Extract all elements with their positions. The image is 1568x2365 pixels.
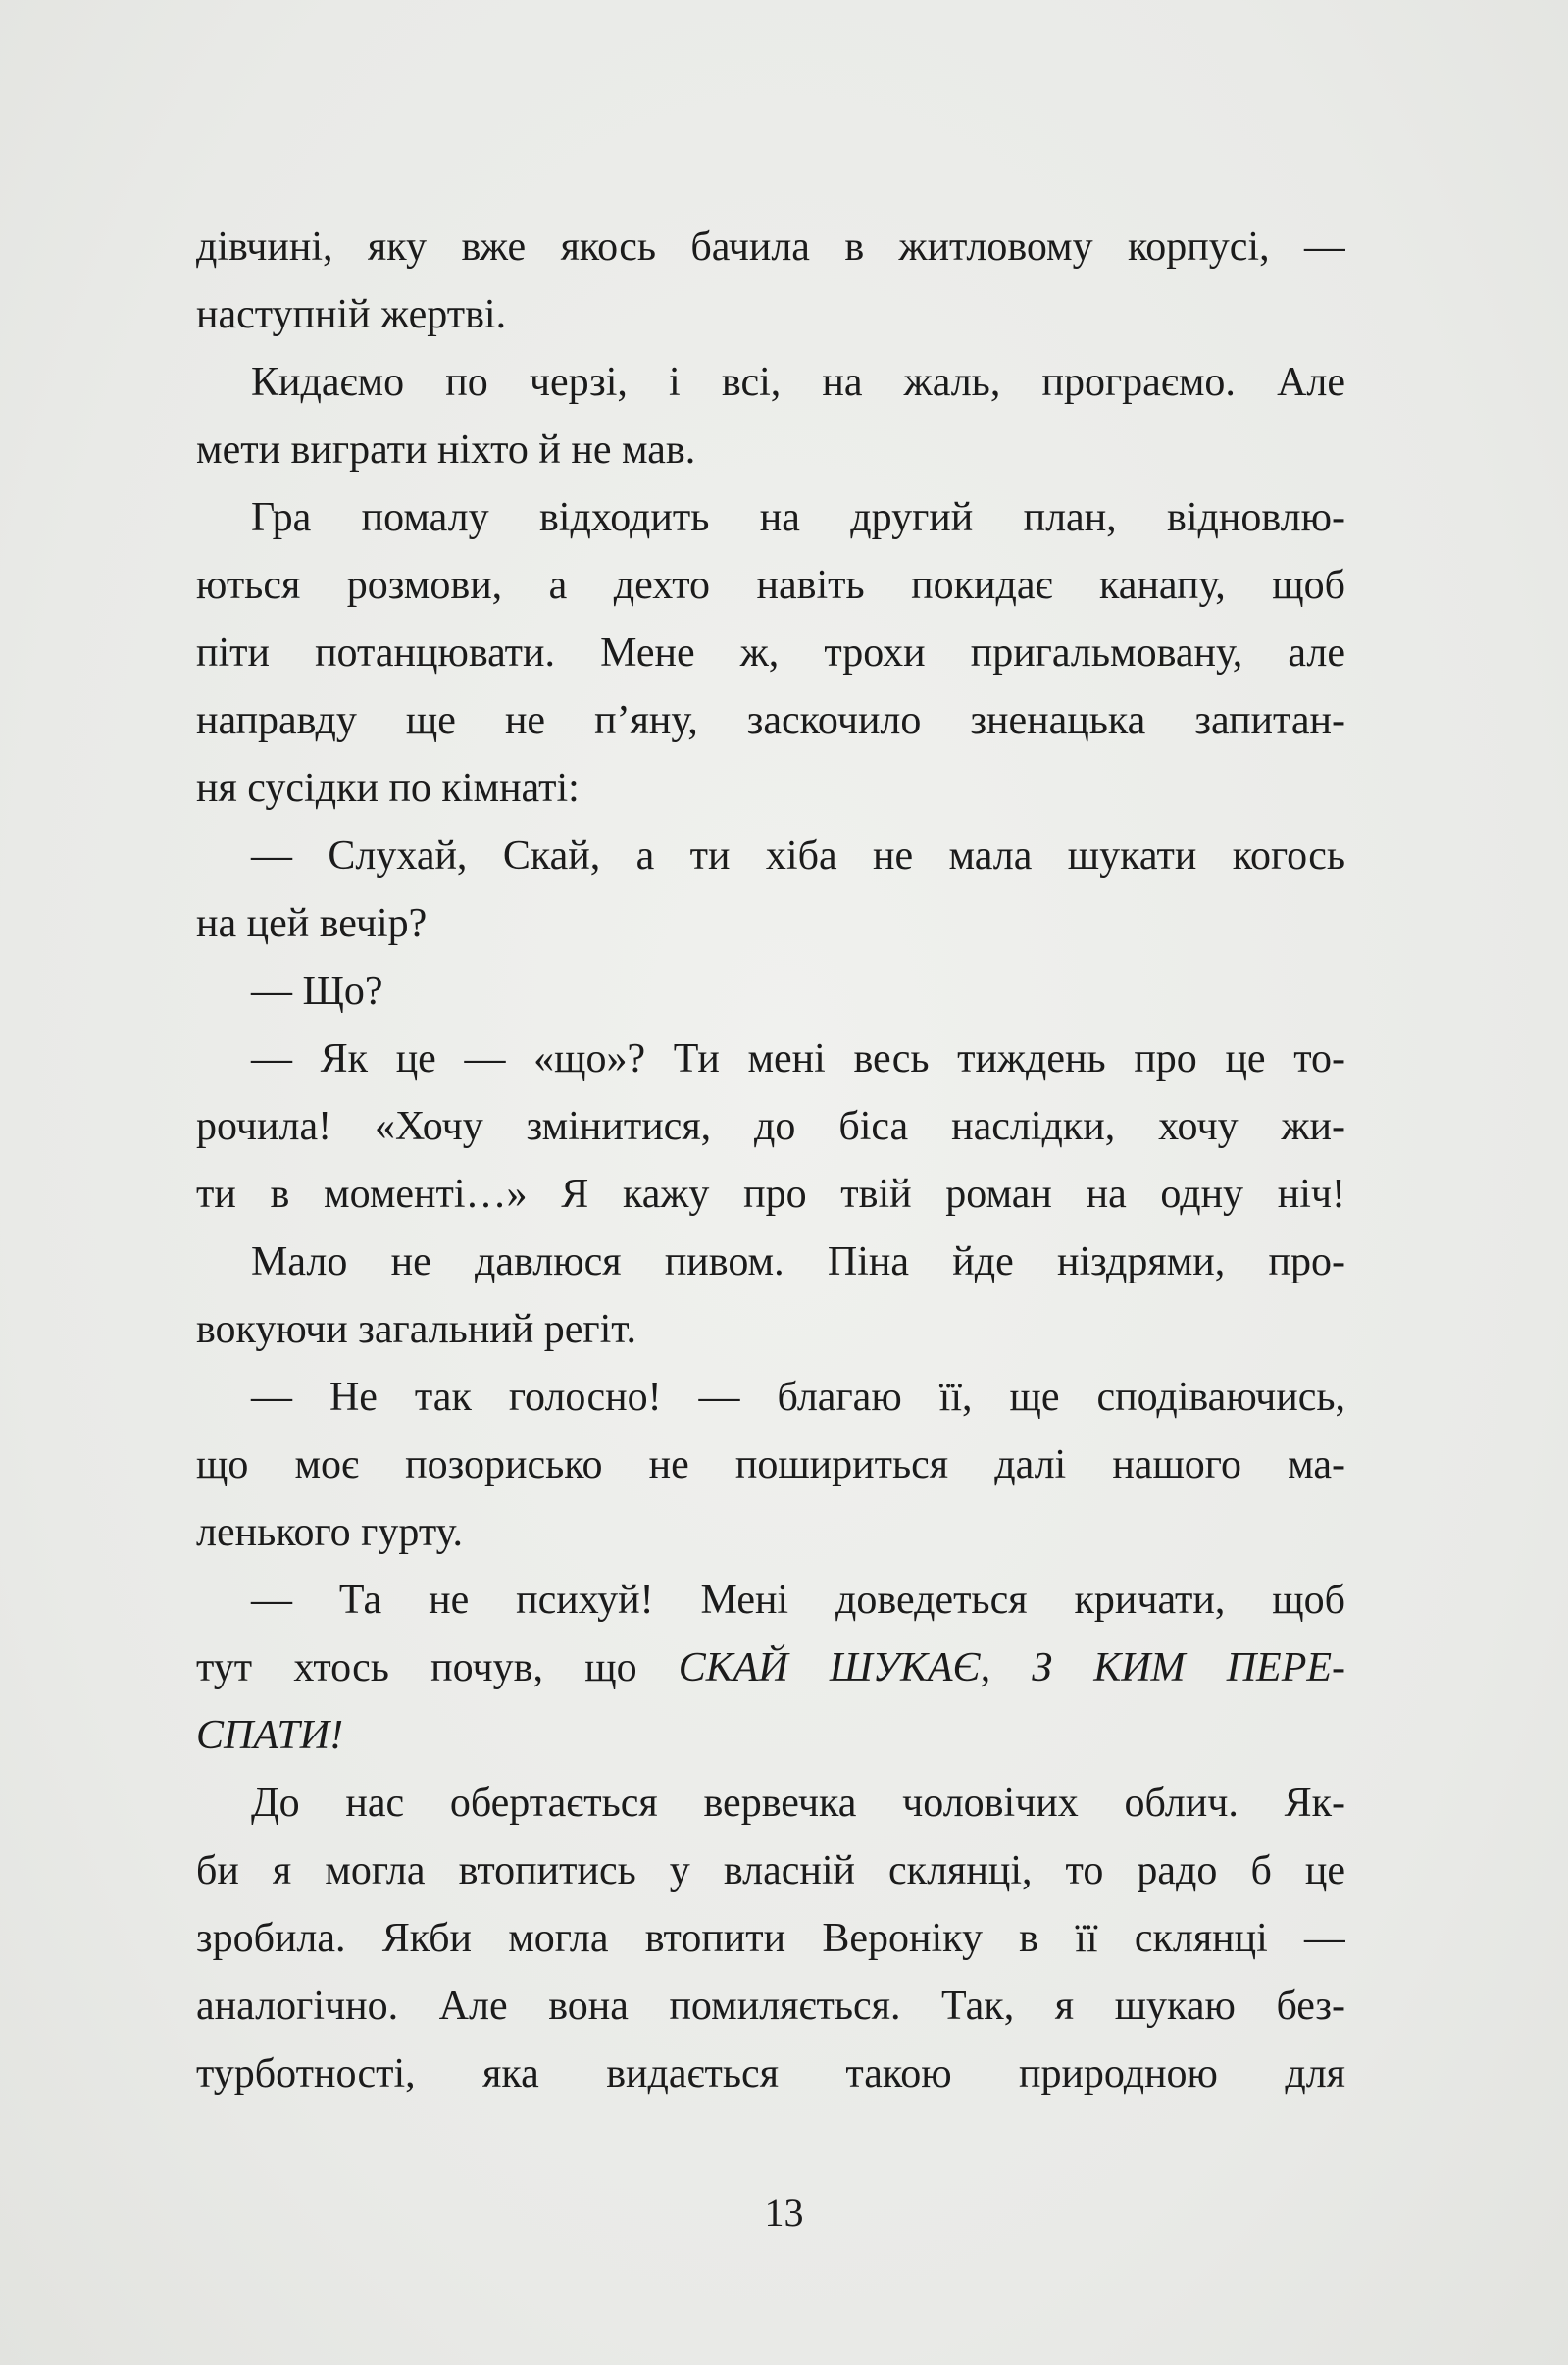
text-line <box>196 620 1345 687</box>
text-line <box>196 687 1345 755</box>
line-text: тут хтось почув, що <box>196 1645 679 1690</box>
line-text: дівчині, яку вже якось бачила в житловому корпусі, — <box>196 225 1345 270</box>
line-text: ти в моменті…» Я кажу про твій роман на одну ніч! <box>196 1172 1345 1217</box>
text-line <box>196 417 1345 484</box>
text-line <box>196 1432 1345 1499</box>
text-line <box>196 1837 1345 1905</box>
line-text: — Та не психуй! Мені доведеться кричати, щоб <box>251 1578 1345 1623</box>
text-line <box>196 1296 1345 1364</box>
line-text: Кидаємо по черзі, і всі, на жаль, програємо. Але <box>251 360 1345 405</box>
text-line <box>196 823 1345 890</box>
line-text: вокуючи загальний регіт. <box>196 1307 636 1352</box>
line-text: — Як це — «що»? Ти мені весь тиждень про це то- <box>251 1036 1345 1082</box>
text-line <box>196 2040 1345 2108</box>
line-text: піти потанцювати. Мене ж, трохи пригальмовану, але <box>196 630 1345 676</box>
text-line <box>196 1702 1345 1770</box>
italic-text: СКАЙ ШУКАЄ, З КИМ ПЕРЕ- <box>678 1645 1345 1690</box>
line-text: мети виграти ніхто й не мав. <box>196 428 696 473</box>
line-text: би я могла втопитись у власній склянці, то радо б це <box>196 1848 1345 1893</box>
line-text: ються розмови, а дехто навіть покидає канапу, щоб <box>196 563 1345 608</box>
text-line <box>196 1635 1345 1702</box>
line-text: зробила. Якби могла втопити Вероніку в її склянці — <box>196 1916 1345 1961</box>
text-line <box>196 1905 1345 1973</box>
line-text: Гра помалу відходить на другий план, відновлю- <box>251 495 1345 540</box>
line-text: — Слухай, Скай, а ти хіба не мала шукати когось <box>251 833 1345 879</box>
text-line <box>196 484 1345 552</box>
line-text: турботності, яка видається такою природною для <box>196 2051 1345 2096</box>
line-text: ленького гурту. <box>196 1510 463 1555</box>
line-text: направду ще не п’яну, заскочило зненацька запитан- <box>196 698 1345 743</box>
text-line <box>196 1364 1345 1432</box>
text-line <box>196 349 1345 417</box>
page-number: 13 <box>764 2190 804 2235</box>
text-line <box>196 1973 1345 2040</box>
text-line <box>196 214 1345 281</box>
italic-text: СПАТИ! <box>196 1713 344 1758</box>
text-line <box>196 1026 1345 1093</box>
line-text: — Що? <box>251 969 383 1014</box>
line-text: рочила! «Хочу змінитися, до біса наслідки, хочу жи- <box>196 1104 1345 1149</box>
line-text: ня сусідки по кімнаті: <box>196 766 580 811</box>
text-line <box>196 552 1345 620</box>
line-text: До нас обертається вервечка чоловічих облич. Як- <box>251 1781 1345 1826</box>
line-text: на цей вечір? <box>196 901 428 946</box>
line-text: Мало не давлюся пивом. Піна йде ніздрями, про- <box>251 1239 1345 1284</box>
text-line <box>196 890 1345 958</box>
text-line <box>196 1499 1345 1567</box>
text-line <box>196 1161 1345 1229</box>
text-line <box>196 958 1345 1026</box>
text-line <box>196 1567 1345 1635</box>
text-line <box>196 281 1345 349</box>
text-line <box>196 1229 1345 1296</box>
text-line <box>196 755 1345 823</box>
line-text: аналогічно. Але вона помиляється. Так, я шукаю без- <box>196 1984 1345 2029</box>
body-text <box>196 214 1345 2108</box>
line-text: — Не так голосно! — благаю її, ще сподіваючись, <box>251 1375 1345 1420</box>
text-line <box>196 1093 1345 1161</box>
text-line <box>196 1770 1345 1837</box>
line-text: наступній жертві. <box>196 292 507 337</box>
line-text: що моє позорисько не пошириться далі нашого ма- <box>196 1442 1345 1487</box>
